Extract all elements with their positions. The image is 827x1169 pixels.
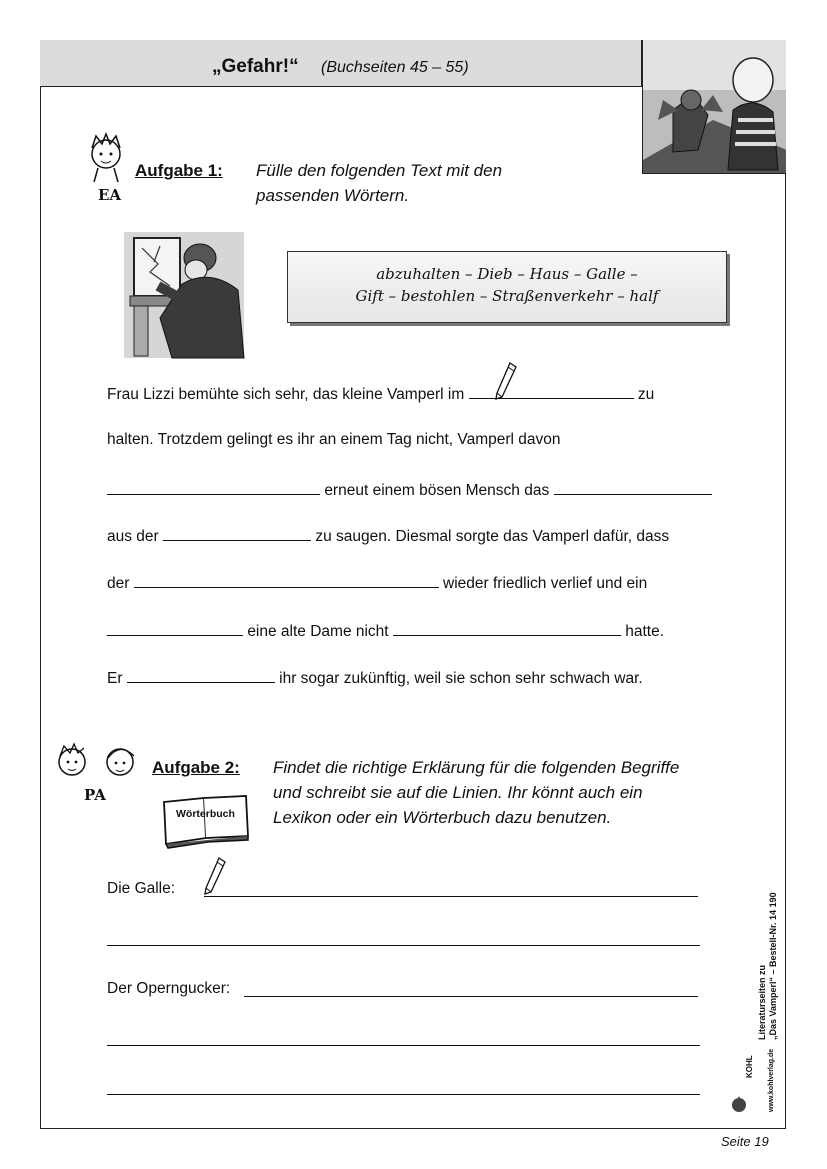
answer-line[interactable]	[204, 896, 698, 897]
cloze-text: Er	[107, 670, 123, 687]
task1-instruction-1: Fülle den folgenden Text mit den	[256, 161, 503, 180]
blank-field[interactable]	[393, 621, 621, 636]
cloze-text: ihr sogar zukünftig, weil sie schon sehr schwach war.	[279, 670, 643, 687]
blank-field[interactable]	[134, 573, 439, 588]
page-subtitle: (Buchseiten 45 – 55)	[321, 59, 469, 76]
answer-line[interactable]	[107, 1045, 700, 1046]
answer-line[interactable]	[107, 945, 700, 946]
task2-instruction-1: Findet die richtige Erklärung für die folgenden Begriffe	[273, 758, 680, 777]
blank-field[interactable]	[127, 668, 275, 683]
term-galle-label: Die Galle:	[107, 880, 176, 897]
task2-instruction-3: Lexikon oder ein Wörterbuch dazu benutzen.	[273, 808, 612, 827]
task1-label: Aufgabe 1:	[135, 161, 223, 180]
cloze-line-5	[107, 573, 647, 593]
thief-illustration	[120, 228, 250, 367]
task2-instruction-2: und schreibt sie auf die Linien. Ihr könnt auch ein	[273, 783, 643, 802]
blank-field[interactable]	[107, 621, 243, 636]
cloze-text: Frau Lizzi bemühte sich sehr, das kleine Vamperl im	[107, 386, 465, 403]
page-title: „Gefahr!“	[212, 56, 299, 77]
cloze-line-4	[107, 526, 669, 546]
student-pair-icon	[54, 742, 140, 791]
cloze-text: zu	[637, 386, 655, 403]
cloze-text: wieder friedlich verlief und ein	[443, 575, 648, 592]
pa-badge: PA	[84, 786, 106, 804]
cloze-text: hatte.	[625, 623, 665, 640]
sidebar-series-title: Literaturseiten zu	[757, 964, 767, 1040]
ea-badge: EA	[98, 186, 122, 204]
cloze-line-2: halten. Trotzdem gelingt es ihr an einem Tag nicht, Vamperl davon	[107, 431, 561, 448]
vampire-illustration	[642, 40, 786, 174]
cloze-text: aus der	[107, 528, 159, 545]
page-number: Seite 19	[721, 1134, 769, 1149]
word-bank-line-1: abzuhalten – Dieb – Haus – Galle –	[376, 265, 638, 283]
task2-label: Aufgabe 2:	[152, 758, 240, 777]
blank-field[interactable]	[107, 480, 320, 495]
cloze-line-3	[107, 480, 712, 500]
word-bank-line-2: Gift – bestohlen – Straßenverkehr – half	[355, 287, 659, 305]
cloze-line-1	[107, 384, 654, 404]
cloze-text: der	[107, 575, 130, 592]
cloze-text: eine alte Dame nicht	[247, 623, 389, 640]
task1-instruction-2: passenden Wörtern.	[256, 186, 410, 205]
publisher-logo-icon	[729, 1094, 749, 1119]
answer-line[interactable]	[107, 1094, 700, 1095]
cloze-text: zu saugen. Diesmal sorgte das Vamperl dafür, dass	[315, 528, 670, 545]
blank-field[interactable]	[469, 384, 634, 399]
blank-field[interactable]	[163, 526, 311, 541]
pencil-icon	[203, 856, 227, 901]
cloze-line-7	[107, 668, 643, 688]
cloze-line-6	[107, 621, 664, 641]
term-operngucker-label: Der Operngucker:	[107, 980, 231, 997]
publisher-name: KOHL	[745, 1055, 754, 1078]
dictionary-label: Wörterbuch	[176, 808, 235, 820]
sidebar-book-order: „Das Vamperl“ – Bestell-Nr. 14 190	[768, 892, 778, 1040]
dictionary-book-icon	[160, 794, 252, 855]
answer-line[interactable]	[244, 996, 698, 997]
publisher-url: www.kohlverlag.de	[768, 1048, 775, 1112]
cloze-text: erneut einem bösen Mensch das	[324, 482, 550, 499]
blank-field[interactable]	[554, 480, 712, 495]
word-bank	[287, 251, 727, 323]
